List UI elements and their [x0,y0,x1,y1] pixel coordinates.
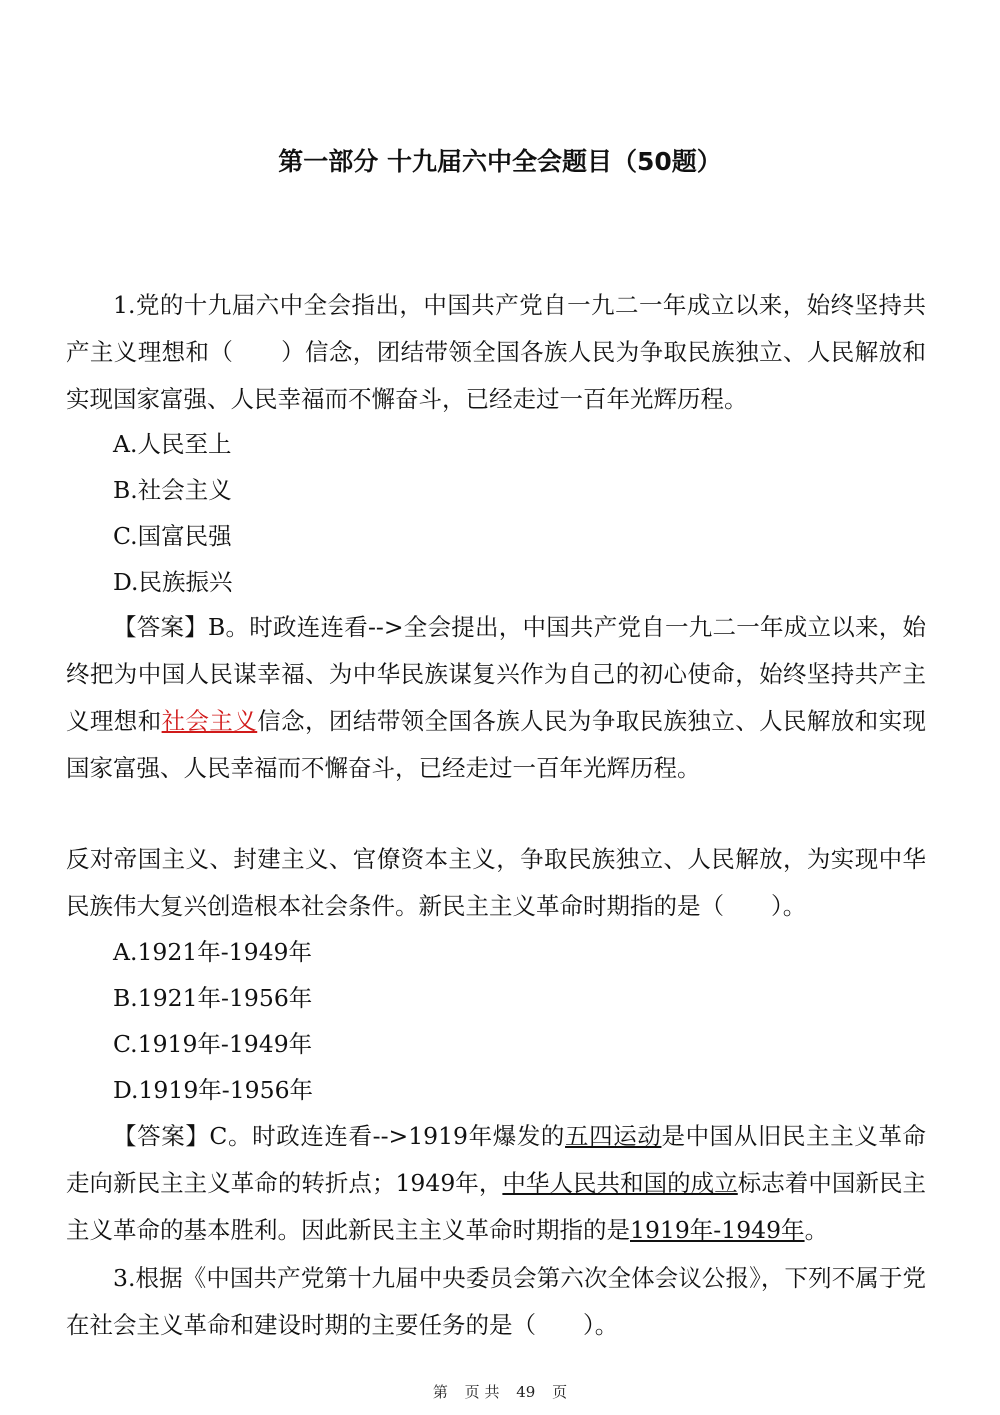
footer-total: 49 [516,1383,536,1401]
answer-underline: 中华人民共和国的成立 [502,1169,738,1197]
footer-prefix: 第 [432,1383,448,1401]
q2-option-b: B.1921年-1956年 [113,984,313,1012]
answer-underline: 1919年-1949年 [630,1216,805,1244]
answer-text: 【答案】C。时政连连看-->1919年爆发的 [113,1122,566,1150]
answer-underline: 五四运动 [565,1122,662,1150]
page-title: 第一部分 十九届六中全会题目（50题） [278,147,722,176]
answer-text: 【答案】B。时政连连看-->全会提出，中国共产党自一九二一年成立以来，始终把为中国人民谋幸福、为中华民族谋复兴作为自己的初心使命，始终坚持共产主义理想和 [66,613,926,735]
answer-text: 信念，团结带领全国各族人民为争取民族独立、人民解放和实现国家富强、人民幸福而不懈奋斗，已经走过一百年光辉历程。 [66,707,927,782]
question-1-answer [66,604,926,792]
answer-text: 标志着中国新民主主义革命的基本胜利。因此新民主主义革命时期指的是 [66,1169,927,1244]
q1-option-b: B.社会主义 [113,476,232,504]
answer-highlight: 社会主义 [161,707,258,735]
footer-suffix: 页 [552,1383,568,1401]
q1-option-a: A.人民至上 [113,430,232,458]
q2-option-d: D.1919年-1956年 [113,1076,314,1104]
question-2-answer [66,1113,926,1254]
q1-option-d: D.民族振兴 [113,568,233,596]
answer-text: 是中国从旧民主主义革命走向新民主主义革命的转折点；1949年， [66,1122,927,1197]
question-1-stem: 1.党的十九届六中全会指出，中国共产党自一九二一年成立以来，始终坚持共产主义理想和（ ）信念，团结带领全国各族人民为争取民族独立、人民解放和实现国家富强、人民幸福而不懈奋斗，已经走过一百年光辉历程。 [66,291,926,413]
footer-middle: 页 共 [464,1383,500,1401]
q2-option-c: C.1919年-1949年 [113,1030,313,1058]
question-3-stem: 3.根据《中国共产党第十九届中央委员会第六次全体会议公报》，下列不属于党在社会主义革命和建设时期的主要任务的是（ ）。 [66,1264,926,1339]
answer-text: 。 [804,1216,829,1244]
page-footer [0,1381,1000,1402]
q1-option-c: C.国富民强 [113,522,232,550]
q2-option-a: A.1921年-1949年 [113,938,312,966]
question-2-stem: 反对帝国主义、封建主义、官僚资本主义，争取民族独立、人民解放，为实现中华民族伟大复兴创造根本社会条件。新民主主义革命时期指的是（ ）。 [66,845,926,920]
